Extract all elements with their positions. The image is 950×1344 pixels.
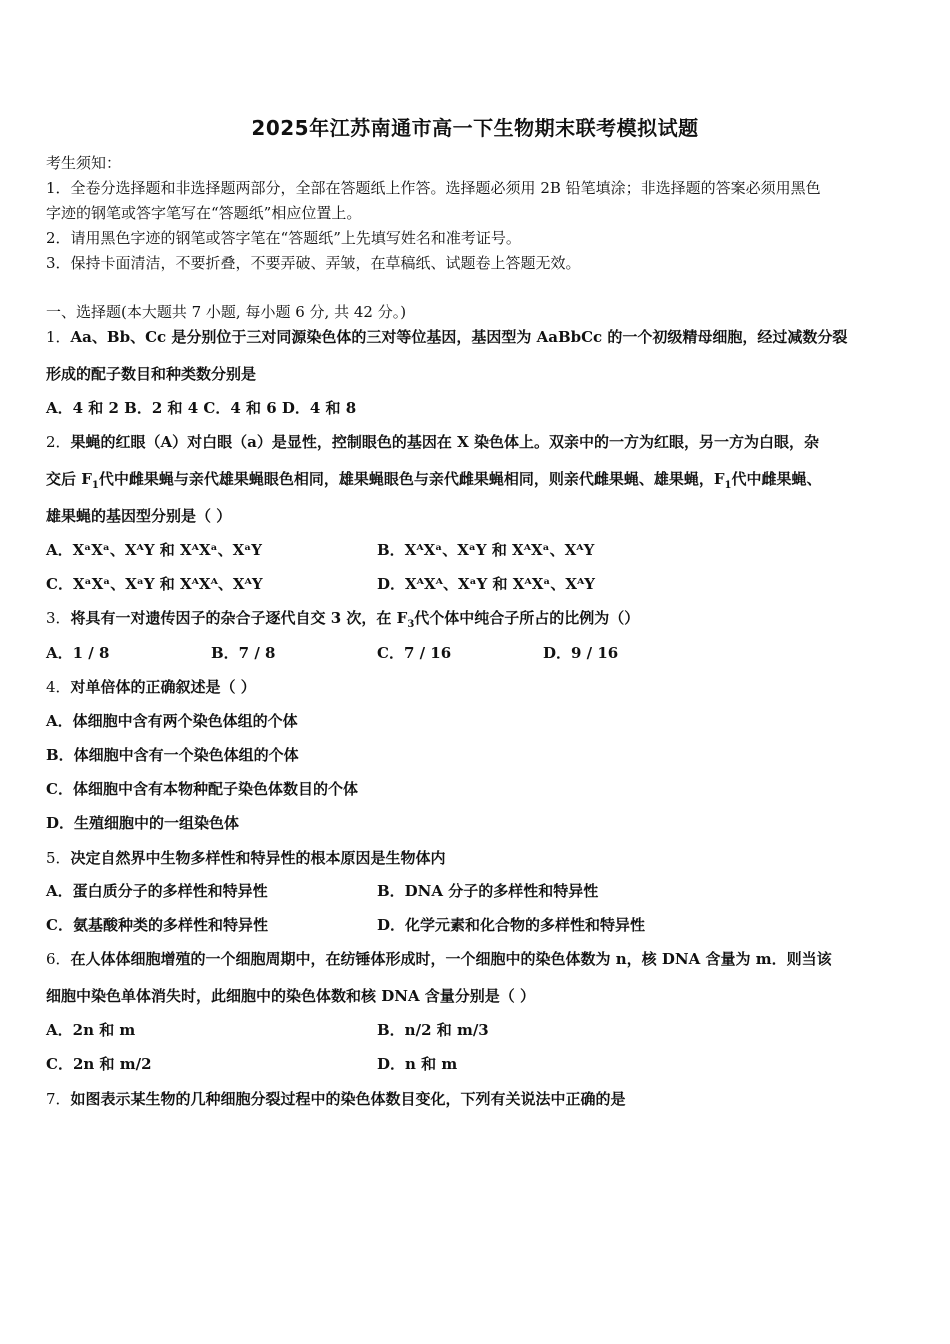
option-d: D．生殖细胞中的一组染色体 <box>46 814 240 832</box>
subscript: 1 <box>724 480 732 491</box>
question-4 <box>46 677 256 697</box>
option-c: C．体细胞中含有本物种配子染色体数目的个体 <box>46 780 358 798</box>
question-text: 如图表示某生物的几种细胞分裂过程中的染色体数目变化，下列有关说法中正确的是 <box>70 1090 626 1108</box>
question-text: Aa、Bb、Cc 是分别位于三对同源染色体的三对等位基因，基因型为 AaBbCc 的一个初级精母细胞，经过减数分裂 <box>70 328 848 346</box>
text-segment: 将具有一对遗传因子的杂合子逐代自交 3 次，在 F <box>70 609 408 627</box>
question-1-options: A．4 和 2 B．2 和 4 C．4 和 6 D．4 和 8 <box>46 399 357 417</box>
option-a: A．蛋白质分子的多样性和特异性 <box>46 882 268 900</box>
question-1-line-2: 形成的配子数目和种类数分别是 <box>46 365 257 383</box>
option-b: B．体细胞中含有一个染色体组的个体 <box>46 746 299 764</box>
option-b: B．DNA 分子的多样性和特异性 <box>377 882 599 900</box>
subscript: 3 <box>407 619 415 630</box>
option-a: A．XᵃXᵃ、XᴬY 和 XᴬXᵃ、XᵃY <box>46 541 262 559</box>
text-segment: 代中雌果蝇与亲代雄果蝇眼色相同，雄果蝇眼色与亲代雌果蝇相同，则亲代雌果蝇、雄果蝇，F <box>98 470 725 488</box>
question-number: 3． <box>46 609 71 627</box>
option-b: B．7 / 8 <box>211 644 276 662</box>
question-7 <box>46 1089 626 1109</box>
option-a: A．1 / 8 <box>46 644 110 662</box>
option-c: C．2n 和 m/2 <box>46 1055 152 1073</box>
option-d: D．9 / 16 <box>543 644 619 662</box>
text-segment: 代个体中纯合子所占的比例为（） <box>414 609 640 627</box>
option-c: C．7 / 16 <box>377 644 452 662</box>
question-number: 4． <box>46 678 71 696</box>
option-d: D．n 和 m <box>377 1055 458 1073</box>
notice-item-1-line-2: 字迹的钢笔或答字笔写在“答题纸”相应位置上。 <box>46 204 362 222</box>
question-text: 在人体体细胞增殖的一个细胞周期中，在纺锤体形成时，一个细胞中的染色体数为 n，核 DNA 含量为 m．则当该 <box>70 950 832 968</box>
question-text: 果蝇的红眼（A）对白眼（a）是显性，控制眼色的基因在 X 染色体上。双亲中的一方为红眼，另一方为白眼，杂 <box>70 433 819 451</box>
option-c: C．氨基酸种类的多样性和特异性 <box>46 916 268 934</box>
section-heading: 一、选择题(本大题共 7 小题, 每小题 6 分, 共 42 分。) <box>46 303 407 321</box>
option-a: A．体细胞中含有两个染色体组的个体 <box>46 712 298 730</box>
text-segment: 代中雌果蝇、 <box>731 470 822 488</box>
option-d: D．XᴬXᴬ、XᵃY 和 XᴬXᵃ、XᴬY <box>377 575 595 593</box>
question-5 <box>46 848 446 868</box>
question-number: 5． <box>46 849 71 867</box>
question-3 <box>46 608 639 628</box>
question-2-line-3: 雄果蝇的基因型分别是（ ） <box>46 507 232 525</box>
question-text: 决定自然界中生物多样性和特异性的根本原因是生物体内 <box>70 849 446 867</box>
notice-item-2: 2．请用黑色字迹的钢笔或答字笔在“答题纸”上先填写姓名和准考证号。 <box>46 229 521 247</box>
notice-heading: 考生须知： <box>46 154 122 172</box>
option-d: D．化学元素和化合物的多样性和特异性 <box>377 916 646 934</box>
question-6 <box>46 949 832 969</box>
notice-item-1-line-1: 1．全卷分选择题和非选择题两部分，全部在答题纸上作答。选择题必须用 2B 铅笔填涂；非选择题的答案必须用黑色 <box>46 179 821 197</box>
question-number: 6． <box>46 950 71 968</box>
option-c: C．XᵃXᵃ、XᵃY 和 XᴬXᴬ、XᴬY <box>46 575 263 593</box>
option-b: B．XᴬXᵃ、XᵃY 和 XᴬXᵃ、XᴬY <box>377 541 595 559</box>
notice-item-3: 3．保持卡面清洁，不要折叠，不要弄破、弄皱，在草稿纸、试题卷上答题无效。 <box>46 254 581 272</box>
question-text: 对单倍体的正确叙述是（ ） <box>70 678 256 696</box>
option-b: B．n/2 和 m/3 <box>377 1021 489 1039</box>
question-2 <box>46 432 819 452</box>
question-number: 2． <box>46 433 71 451</box>
question-2-line-2 <box>46 469 821 489</box>
question-1 <box>46 327 847 347</box>
question-number: 1． <box>46 328 71 346</box>
text-segment: 交后 F <box>46 470 92 488</box>
subscript: 1 <box>91 480 99 491</box>
option-a: A．2n 和 m <box>46 1021 136 1039</box>
question-6-line-2: 细胞中染色单体消失时，此细胞中的染色体数和核 DNA 含量分别是（ ） <box>46 987 536 1005</box>
question-number: 7． <box>46 1090 71 1108</box>
page-title: 2025年江苏南通市高一下生物期末联考模拟试题 <box>251 116 699 140</box>
